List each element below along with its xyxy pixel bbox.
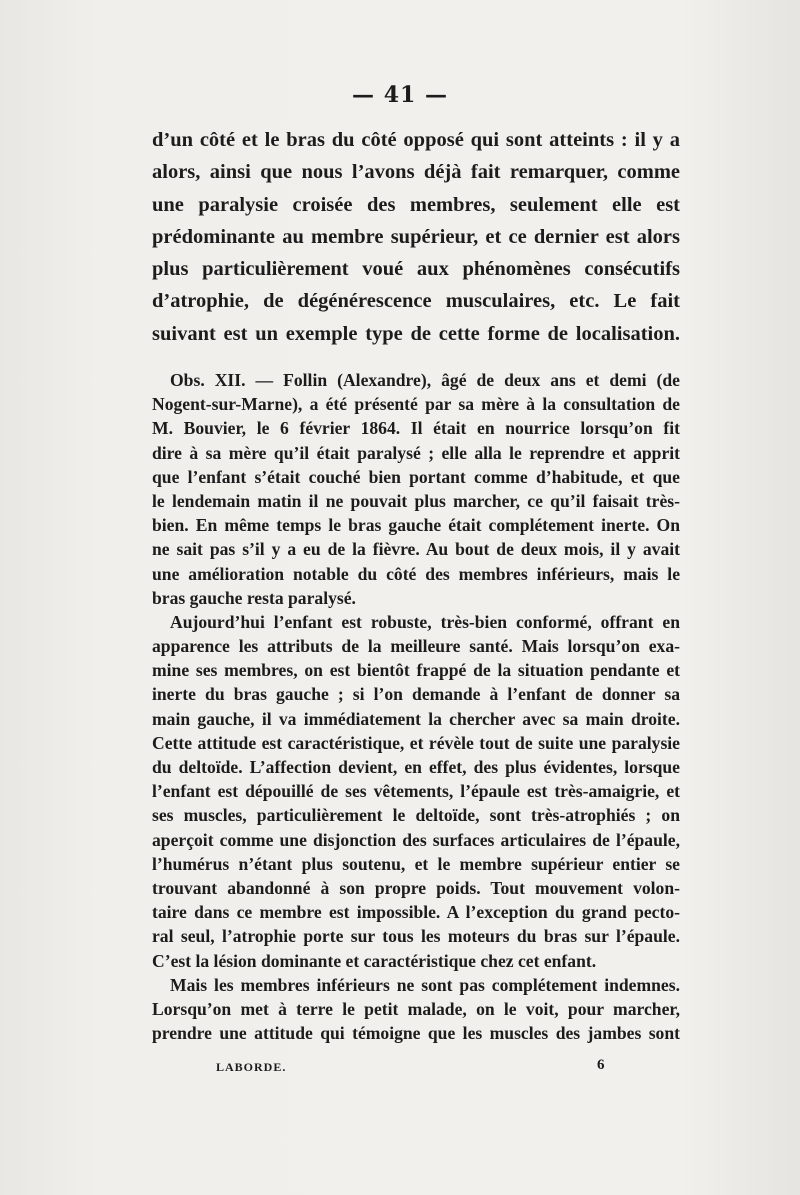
intro-paragraph <box>152 124 680 350</box>
text-line: ne sait pas s’il y a eu de la fièvre. Au bout de deux mois, il y avait <box>152 539 680 560</box>
text-line: bras gauche resta paralysé. <box>152 587 356 608</box>
text-line: taire dans ce membre est impossible. A l’exception du grand pecto- <box>152 902 680 923</box>
text-line: d’un côté et le bras du côté opposé qui sont atteints : il y a <box>152 129 680 151</box>
text-line: Lorsqu’on met à terre le petit malade, on le voit, pour marcher, <box>152 998 680 1019</box>
text-line: M. Bouvier, le 6 février 1864. Il était en nourrice lorsqu’on fit <box>152 418 680 439</box>
text-line: ses muscles, particulièrement le deltoïde, sont très-atrophiés ; on <box>152 805 680 826</box>
text-line: inerte du bras gauche ; si l’on demande à l’enfant de donner sa <box>152 684 680 705</box>
text-line: une paralysie croisée des membres, seulement elle est <box>152 193 680 216</box>
text-line: prédominante au membre supérieur, et ce dernier est alors <box>152 225 680 248</box>
text-line: apparence les attributs de la meilleure santé. Mais lorsqu’on exa- <box>152 636 680 657</box>
text-line: une amélioration notable du côté des membres inférieurs, mais le <box>152 563 680 584</box>
sheet-number: 6 <box>597 1057 605 1073</box>
text-line: alors, ainsi que nous l’avons déjà fait remarquer, comme <box>152 161 680 184</box>
text-line: main gauche, il va immédiatement la chercher avec sa main droite. <box>152 708 680 729</box>
text-line: bien. En même temps le bras gauche était complétement inerte. On <box>152 515 680 536</box>
text-line: l’humérus n’étant plus soutenu, et le membre supérieur entier se <box>152 853 680 874</box>
text-line: aperçoit comme une disjonction des surfaces articulaires de l’épaule, <box>152 829 680 850</box>
text-line: dire à sa mère qu’il était paralysé ; elle alla le reprendre et apprit <box>152 442 680 463</box>
text-line: Mais les membres inférieurs ne sont pas complétement indemnes. <box>170 974 680 995</box>
text-line: l’enfant est dépouillé de ses vêtements, l’épaule est très-amaigrie, et <box>152 781 680 802</box>
text-line: Nogent-sur-Marne), a été présenté par sa mère à la consultation de <box>152 394 680 415</box>
text-line: le lendemain matin il ne pouvait plus marcher, ce qu’il faisait très- <box>152 490 680 511</box>
text-line: d’atrophie, de dégénérescence musculaires, etc. Le fait <box>152 290 680 313</box>
text-line: Cette attitude est caractéristique, et révèle tout de suite une paralysie <box>152 732 680 753</box>
text-line: mine ses membres, on est bientôt frappé de la situation pendante et <box>152 660 680 681</box>
text-line: que l’enfant s’était couché bien portant comme d’habitude, et que <box>152 466 680 487</box>
text-line: ral seul, l’atrophie porte sur tous les moteurs du bras sur l’épaule. <box>152 926 680 947</box>
text-line: prendre une attitude qui témoigne que les muscles des jambes sont <box>152 1023 680 1044</box>
text-line: C’est la lésion dominante et caractéristique chez cet enfant. <box>152 950 597 971</box>
text-line: trouvant abandonné à son propre poids. Tout mouvement volon- <box>152 877 680 898</box>
observation-paragraph <box>152 368 680 1045</box>
text-line: Obs. XII. — Follin (Alexandre), âgé de deux ans et demi (de <box>170 370 680 390</box>
text-line: suivant est un exemple type de cette forme de localisation. <box>152 322 680 345</box>
signature-mark: LABORDE. <box>216 1060 287 1074</box>
text-line: du deltoïde. L’affection devient, en effet, des plus évidentes, lorsque <box>152 757 680 777</box>
text-line: plus particulièrement voué aux phénomènes consécutifs <box>152 258 680 281</box>
text-line: Aujourd’hui l’enfant est robuste, très-bien conformé, offrant en <box>170 611 680 632</box>
page-number: — 41 — <box>352 82 448 108</box>
